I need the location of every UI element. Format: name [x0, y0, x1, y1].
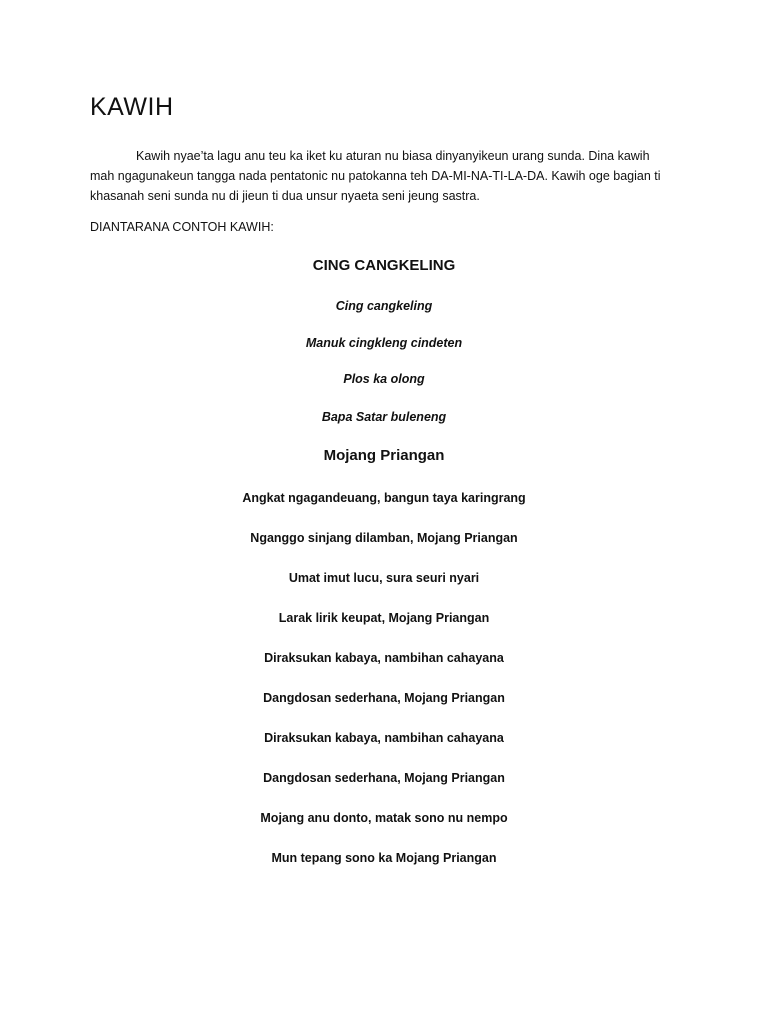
song-title-mojang-priangan: Mojang Priangan — [323, 447, 445, 464]
song-line: Larak lirik keupat, Mojang Priangan — [278, 611, 490, 625]
song-line: Diraksukan kabaya, nambihan cahayana — [264, 731, 504, 745]
intro-paragraph — [90, 146, 670, 206]
intro-line-1: Kawih nyae’ta lagu anu teu ka iket ku aturan nu biasa dinyanyikeun urang sunda. Dina kawih — [136, 149, 650, 163]
song-title-cing-cangkeling: CING CANGKELING — [312, 257, 456, 274]
song-line: Manuk cingkleng cindeten — [305, 336, 463, 350]
song-line: Umat imut lucu, sura seuri nyari — [288, 571, 480, 585]
song-line: Nganggo sinjang dilamban, Mojang Priangan — [250, 531, 518, 545]
song-line: Dangdosan sederhana, Mojang Priangan — [263, 691, 505, 705]
song-line: Angkat ngagandeuang, bangun taya karingrang — [242, 491, 526, 505]
intro-line-2: mah ngagunakeun tangga nada pentatonic nu patokanna teh DA-MI-NA-TI-LA-DA. Kawih oge bagian ti — [90, 169, 661, 183]
page-title: KAWIH — [90, 93, 174, 121]
song-line: Plos ka olong — [343, 372, 425, 386]
song-line: Diraksukan kabaya, nambihan cahayana — [264, 651, 504, 665]
song-line: Cing cangkeling — [335, 299, 433, 313]
intro-line-3: khasanah seni sunda nu di jieun ti dua unsur nyaeta seni jeung sastra. — [90, 189, 480, 203]
examples-heading: DIANTARANA CONTOH KAWIH: — [90, 220, 274, 234]
song-line: Mojang anu donto, matak sono nu nempo — [260, 811, 508, 825]
song-line: Bapa Satar buleneng — [321, 410, 447, 424]
song-line: Mun tepang sono ka Mojang Priangan — [271, 851, 497, 865]
song-line: Dangdosan sederhana, Mojang Priangan — [263, 771, 505, 785]
